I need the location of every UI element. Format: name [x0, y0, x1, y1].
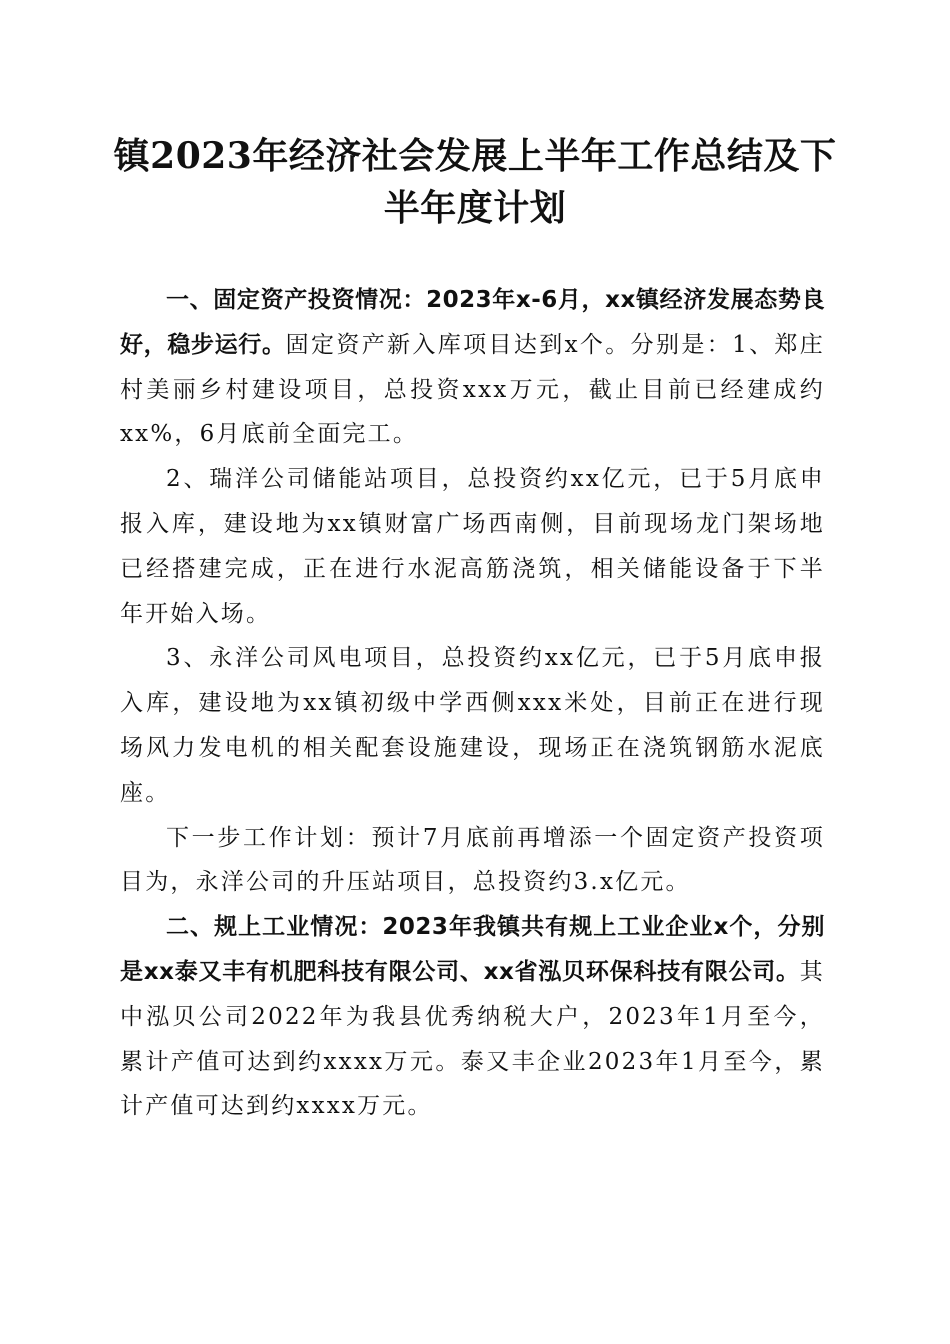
- paragraph-text: 固定资产新入库项目达到x个。分别是：1、郑庄村美丽乡村建设项目，总投资xxx万元，截止目前已经建成约xx%，6月底前全面完工。: [120, 331, 825, 448]
- section-heading-industrial: 二、规上工业情况：2023年我镇共有规上工业企业x个，分别是xx泰又丰有机肥科技有限公司、xx省泓贝环保科技有限公司。: [120, 914, 825, 985]
- section-heading-fixed-asset: 一、固定资产投资情况：2023年x-6月，xx镇经济发展态势良好，稳步运行。: [120, 287, 825, 358]
- paragraph-fixed-asset-investment: [120, 278, 825, 457]
- document-body: [120, 278, 825, 1129]
- paragraph-yongyang-wind-project: [120, 636, 825, 815]
- paragraph-text: 下一步工作计划：预计7月底前再增添一个固定资产投资项目为，永洋公司的升压站项目，总投资约3.x亿元。: [120, 824, 825, 896]
- paragraph-industrial-enterprises: [120, 905, 825, 1129]
- paragraph-text: 3、永洋公司风电项目，总投资约xx亿元，已于5月底申报入库，建设地为xx镇初级中学西侧xxx米处，目前正在进行现场风力发电机的相关配套设施建设，现场正在浇筑钢筋水泥底座。: [120, 645, 825, 806]
- document-title: 镇2023年经济社会发展上半年工作总结及下半年度计划: [113, 135, 837, 229]
- paragraph-text: 2、瑞洋公司储能站项目，总投资约xx亿元，已于5月底申报入库，建设地为xx镇财富广场西南侧，目前现场龙门架场地已经搭建完成，正在进行水泥高筋浇筑，相关储能设备于下半年开始入场。: [120, 466, 825, 627]
- paragraph-text: 其中泓贝公司2022年为我县优秀纳税大户，2023年1月至今，累计产值可达到约xxxx万元。泰又丰企业2023年1月至今，累计产值可达到约xxxx万元。: [120, 958, 825, 1120]
- paragraph-next-step-plan: [120, 816, 825, 906]
- paragraph-ruiyang-project: [120, 457, 825, 636]
